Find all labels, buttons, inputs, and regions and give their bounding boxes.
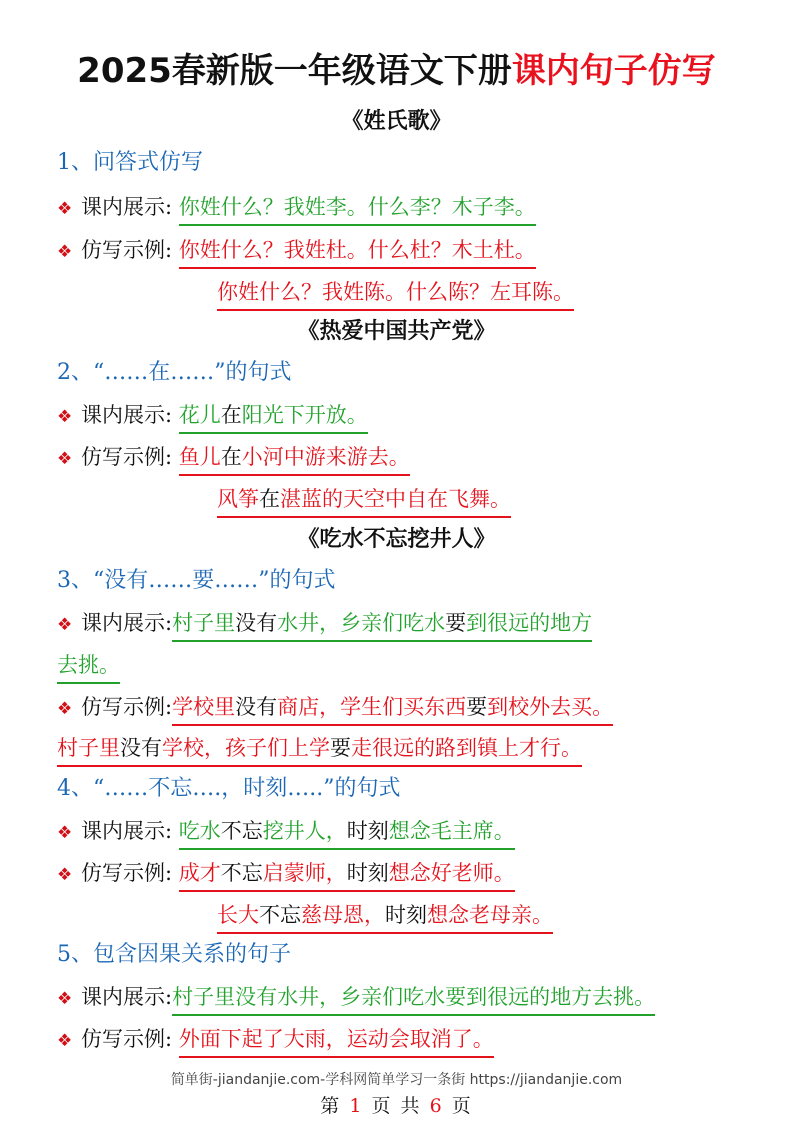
keyword-yao: 要 [466,695,488,719]
diamond-bullet-icon: ❖ [57,407,73,427]
s2-example-sentence-2 [217,484,511,518]
diamond-bullet-icon: ❖ [57,699,73,719]
keyword-meiyou: 没有 [235,695,278,719]
diamond-bullet-icon: ❖ [57,615,73,635]
example-label: 仿写示例: [81,695,173,719]
keyword-yao: 要 [330,736,351,760]
page-title [0,48,793,94]
s4-inclass-sentence [179,816,515,850]
diamond-bullet-icon: ❖ [57,449,73,469]
s5-example-row [57,1024,494,1058]
diamond-bullet-icon: ❖ [57,242,73,262]
part-a: 村子里 [57,736,120,760]
section-4-heading: 4、“……不忘….，时刻…..”的句式 [57,776,401,801]
section-2-heading: 2、“……在……”的句式 [57,360,292,385]
s3-inclass-row-2 [57,650,120,684]
s1-inclass-sentence: 你姓什么？我姓李。什么李？木子李。 [179,192,536,226]
inclass-label: 课内展示: [81,985,173,1009]
keyword-shike: 时刻 [346,861,389,885]
footer-source: 简单街-jiandanjie.com-学科网简单学习一条街 https://jiandanjie.com [170,1072,623,1088]
s1-inclass-row [57,192,536,226]
example-label: 仿写示例: [81,861,173,885]
subject: 花儿 [178,403,221,427]
s4-example-row [57,858,515,892]
keyword-zai: 在 [259,487,280,511]
keyword-zai: 在 [220,445,242,469]
s3-inclass-sentence-line-1 [172,608,592,642]
pager-pre: 第 [320,1095,342,1117]
part-e: 到校外去买。 [487,695,614,719]
keyword-shike: 时刻 [385,903,427,927]
s4-example-sentence-2 [217,900,553,934]
pager-mid: 页 共 [371,1095,422,1117]
lesson-title-3: 《吃水不忘挖井人》 [297,526,496,552]
subject: 鱼儿 [178,445,221,469]
section-5-heading: 5、包含因果关系的句子 [57,942,291,967]
s3-inclass-row [57,608,592,642]
lesson-title-2: 《热爱中国共产党》 [297,318,496,344]
s1-example-sentence-1: 你姓什么？我姓杜。什么杜？木土杜。 [179,235,536,269]
s3-example-sentence-1 [172,692,613,726]
s5-example-sentence: 外面下起了大雨，运动会取消了。 [179,1024,494,1058]
example-label: 仿写示例: [81,1027,173,1051]
part-a: 吃水 [178,819,221,843]
s4-example-sentence-1 [179,858,515,892]
inclass-label: 课内展示: [81,403,173,427]
predicate: 阳光下开放。 [241,403,368,427]
s1-example-sentence-2: 你姓什么？我姓陈。什么陈？左耳陈。 [217,277,574,311]
title-red: 课内句子仿写 [511,51,716,91]
example-label: 仿写示例: [81,445,173,469]
s4-inclass-row [57,816,515,850]
current-page: 1 [349,1095,364,1117]
part-a: 村子里 [172,611,236,635]
keyword-meiyou: 没有 [235,611,278,635]
inclass-label: 课内展示: [81,611,173,635]
part-e: 想念老母亲。 [427,903,553,927]
s2-example-sentence-1 [179,442,410,476]
diamond-bullet-icon: ❖ [57,823,73,843]
s2-inclass-sentence [179,400,368,434]
s3-example-row [57,692,613,726]
s2-inclass-row [57,400,368,434]
inclass-label: 课内展示: [81,819,173,843]
keyword-shike: 时刻 [346,819,389,843]
keyword-buwang: 不忘 [220,861,263,885]
s5-inclass-sentence: 村子里没有水井，乡亲们吃水要到很远的地方去挑。 [172,982,655,1016]
inclass-label: 课内展示: [81,195,173,219]
diamond-bullet-icon: ❖ [57,865,73,885]
page-number [0,1091,793,1118]
keyword-buwang: 不忘 [220,819,263,843]
part-a: 学校里 [172,695,236,719]
s4-example-row-2 [217,900,553,934]
section-1-heading: 1、问答式仿写 [57,150,203,175]
part-e: 到很远的地方 [466,611,593,635]
s3-example-sentence-2 [57,733,582,767]
part-c: 启蒙师， [262,861,347,885]
part-c: 挖井人， [262,819,347,843]
predicate: 湛蓝的天空中自在飞舞。 [280,487,511,511]
part-c: 慈母恩， [301,903,385,927]
part-c: 水井，乡亲们吃水 [277,611,446,635]
part-e: 想念好老师。 [388,861,515,885]
pager-post: 页 [451,1095,473,1117]
part-a: 长大 [217,903,259,927]
section-3-heading: 3、“没有……要……”的句式 [57,568,336,593]
subject: 风筝 [217,487,259,511]
keyword-zai: 在 [220,403,242,427]
s2-example-row [57,442,410,476]
s3-example-row-2 [57,733,582,767]
title-black: 2025春新版一年级语文下册 [77,51,512,91]
keyword-meiyou: 没有 [120,736,162,760]
diamond-bullet-icon: ❖ [57,989,73,1009]
s1-example-row [57,235,536,269]
s3-inclass-sentence-line-2: 去挑。 [57,650,120,684]
keyword-yao: 要 [445,611,467,635]
part-c: 商店，学生们买东西 [277,695,467,719]
lesson-title-1: 《姓氏歌》 [341,108,452,134]
part-e: 想念毛主席。 [388,819,515,843]
keyword-buwang: 不忘 [259,903,301,927]
s1-example-row-2 [217,277,574,311]
s5-inclass-row [57,982,655,1016]
s2-example-row-2 [217,484,511,518]
example-label: 仿写示例: [81,238,173,262]
part-c: 学校，孩子们上学 [162,736,330,760]
diamond-bullet-icon: ❖ [57,199,73,219]
diamond-bullet-icon: ❖ [57,1031,73,1051]
part-e: 走很远的路到镇上才行。 [351,736,582,760]
total-pages: 6 [429,1095,444,1117]
predicate: 小河中游来游去。 [241,445,410,469]
part-a: 成才 [178,861,221,885]
